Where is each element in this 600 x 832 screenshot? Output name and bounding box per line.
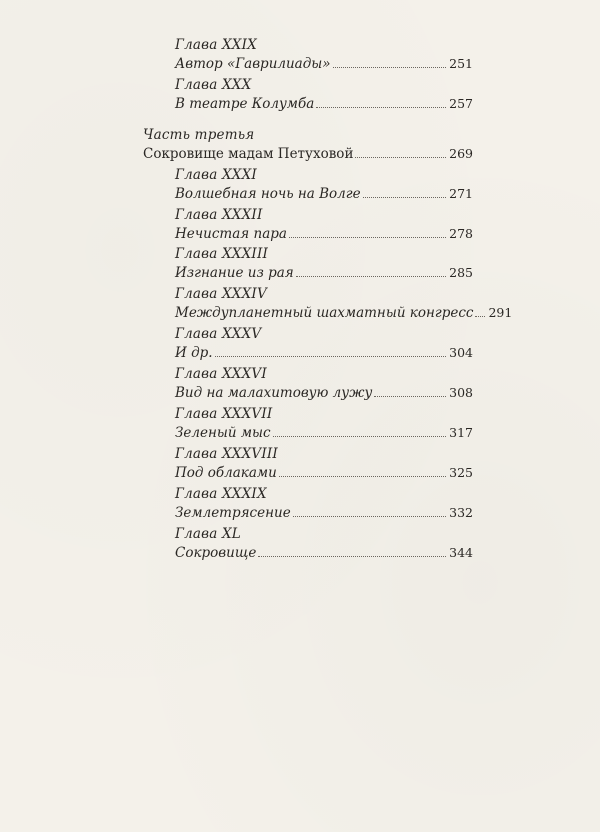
chapter-label: Глава XXX — [175, 77, 252, 93]
dot-leader — [273, 436, 447, 437]
chapter-label: Глава XXXIX — [175, 486, 267, 502]
chapter-row — [175, 303, 513, 323]
toc-entry-chapter-34 — [175, 285, 513, 323]
toc-entry-chapter-31 — [175, 166, 473, 204]
toc-entry-chapter-36 — [175, 365, 473, 403]
toc-entry-chapter-29 — [175, 36, 473, 74]
dot-leader — [475, 316, 485, 317]
chapter-label: Глава XXXIV — [175, 286, 267, 302]
toc-entry-chapter-39 — [175, 485, 473, 523]
toc-entry-chapter-35 — [175, 325, 473, 363]
page-number: 257 — [449, 96, 473, 111]
page-number: 317 — [449, 425, 473, 440]
chapter-title: И др. — [175, 345, 213, 361]
chapter-row — [175, 383, 473, 403]
chapter-title: Зеленый мыс — [175, 425, 271, 441]
dot-leader — [258, 556, 446, 557]
part-title: Сокровище мадам Петуховой — [143, 146, 354, 162]
chapter-row — [175, 184, 473, 204]
page-number: 285 — [449, 265, 473, 280]
page-number: 278 — [449, 226, 473, 241]
dot-leader — [279, 476, 446, 477]
dot-leader — [296, 276, 446, 277]
chapter-title: Сокровище — [175, 545, 257, 561]
page-number: 344 — [449, 545, 473, 560]
chapter-title: Волшебная ночь на Волге — [175, 186, 361, 202]
chapter-row — [175, 224, 473, 244]
chapter-row — [175, 503, 473, 523]
chapter-title: Автор «Гаврилиады» — [175, 56, 331, 72]
chapter-label: Глава XXXIII — [175, 246, 269, 262]
chapter-title: Нечистая пара — [175, 226, 287, 242]
chapter-row — [175, 263, 473, 283]
dot-leader — [333, 67, 447, 68]
toc-entry-chapter-38 — [175, 445, 473, 483]
chapter-row — [175, 54, 473, 74]
toc-entry-chapter-40 — [175, 525, 473, 563]
chapter-title: Изгнание из рая — [175, 265, 294, 281]
chapter-row — [175, 543, 473, 563]
chapter-label: Глава XXXVIII — [175, 446, 278, 462]
chapter-row — [175, 463, 473, 483]
chapter-title: В театре Колумба — [175, 96, 315, 112]
chapter-label: Глава XXXVII — [175, 406, 273, 422]
toc-entry-chapter-32 — [175, 206, 473, 244]
page-number: 291 — [488, 305, 513, 320]
chapter-label: Глава XXIX — [175, 37, 257, 53]
page-number: 332 — [449, 505, 473, 520]
dot-leader — [293, 516, 446, 517]
chapter-label: Глава XXXVI — [175, 366, 267, 382]
chapter-row — [175, 343, 473, 363]
chapter-label: Глава XXXI — [175, 167, 257, 183]
dot-leader — [374, 396, 446, 397]
page-number: 251 — [449, 56, 473, 71]
toc-entry-chapter-33 — [175, 245, 473, 283]
page-number: 304 — [449, 345, 473, 360]
dot-leader — [355, 157, 446, 158]
part-row — [143, 144, 473, 164]
toc-entry-part-3 — [143, 126, 473, 164]
page-number: 308 — [449, 385, 473, 400]
dot-leader — [316, 107, 446, 108]
chapter-title: Междупланетный шахматный конгресс — [175, 305, 474, 321]
chapter-title: Вид на малахитовую лужу — [175, 385, 373, 401]
part-label: Часть третья — [143, 127, 255, 143]
page-number: 269 — [449, 146, 473, 161]
chapter-row — [175, 94, 473, 114]
chapter-label: Глава XXXV — [175, 326, 262, 342]
dot-leader — [215, 356, 447, 357]
chapter-row — [175, 423, 473, 443]
chapter-label: Глава XXXII — [175, 207, 263, 223]
chapter-title: Землетрясение — [175, 505, 291, 521]
page-number: 325 — [449, 465, 473, 480]
toc-entry-chapter-30 — [175, 76, 473, 114]
page-number: 271 — [449, 186, 473, 201]
chapter-label: Глава XL — [175, 526, 241, 542]
dot-leader — [363, 197, 447, 198]
dot-leader — [289, 237, 446, 238]
toc-entry-chapter-37 — [175, 405, 473, 443]
chapter-title: Под облаками — [175, 465, 277, 481]
